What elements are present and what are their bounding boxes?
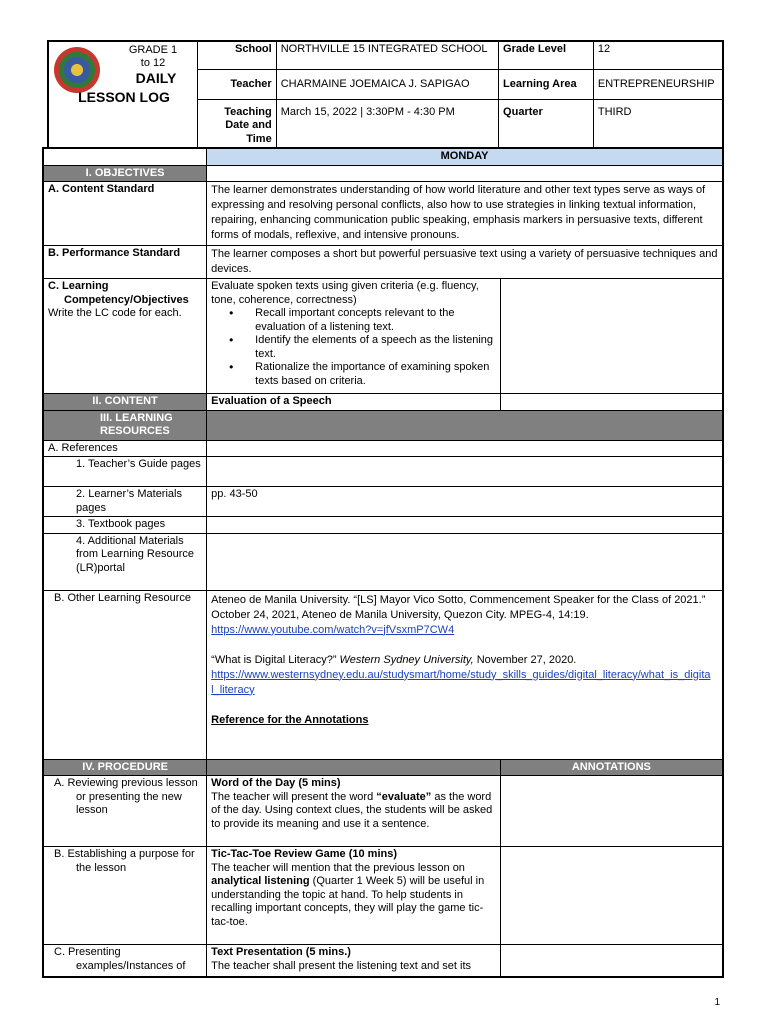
content-standard-label: A. Content Standard [43,182,207,246]
performance-standard-label: B. Performance Standard [43,246,207,279]
content-heading: II. CONTENT [43,394,207,411]
page-number: 1 [714,997,720,1008]
competency-label: C. Learning Competency/Objectives Write the LC code for each. [43,279,207,394]
learning-area-value: ENTREPRENEURSHIP [593,69,723,99]
ref-2-value: pp. 43-50 [207,487,723,517]
school-label: School [197,41,276,69]
youtube-link[interactable]: https://www.youtube.com/watch?v=jfVsxmP7CW4 [211,623,455,636]
teacher-value: CHARMAINE JOEMAICA J. SAPIGAO [276,69,498,99]
ref-4: 4. Additional Materials from Learning Resource (LR)portal [43,533,207,590]
competency-bullet: • Identify the elements of a speech as the listening text. [229,334,496,361]
teacher-label: Teacher [197,69,276,99]
grade-range-1: GRADE 1 [128,44,178,56]
proc-a-content: Word of the Day (5 mins) The teacher will present the word “evaluate” as the word of the day. Using context clues, the students will be asked to provide its meaning and use it a sentence. [207,776,501,847]
date-label: Teaching Date and Time [197,99,276,148]
annotations-reference: Reference for the Annotations [211,713,369,726]
resources-heading: III. LEARNING RESOURCES [43,410,207,440]
objectives-heading: I. OBJECTIVES [43,165,207,182]
content-value: Evaluation of a Speech [207,394,501,411]
procedure-heading: IV. PROCEDURE [43,759,207,776]
daily-title: DAILY [135,70,177,86]
other-resource-label: B. Other Learning Resource [43,590,207,759]
proc-c-content: Text Presentation (5 mins.) The teacher shall present the listening text and set its [207,945,501,977]
lesson-log-title: LESSON LOG [78,89,170,105]
deped-seal-icon [54,47,100,93]
grade-level-value: 12 [593,41,723,69]
proc-a-label: A. Reviewing previous lesson or presenting the new lesson [43,776,207,847]
day-heading: MONDAY [207,148,723,165]
competency-bullet: • Rationalize the importance of examining spoken texts based on criteria. [229,361,496,388]
title-cell [48,41,197,148]
content-standard-text: The learner demonstrates understanding of how world literature and other text types serve as ways of expressing and resolving personal conflicts, also how to use strategies in linking textual information, repairing, enhancing communication public speaking, emphasis markers in persuasive texts, different forms of modals, reflexive, and intensive pronouns. [207,182,723,246]
quarter-label: Quarter [499,99,594,148]
date-value: March 15, 2022 | 3:30PM - 4:30 PM [276,99,498,148]
performance-standard-text: The learner composes a short but powerful persuasive text using a variety of persuasive techniques and devices. [207,246,723,279]
competency-content [207,279,501,394]
westernsydney-link[interactable]: https://www.westernsydney.edu.au/studysmart/home/study_skills_guides/digital_literacy/what_is_digital_literacy [211,668,711,696]
learning-area-label: Learning Area [499,69,594,99]
header-table [47,40,724,149]
proc-b-label: B. Establishing a purpose for the lesson [43,847,207,945]
quarter-value: THIRD [593,99,723,148]
competency-intro: Evaluate spoken texts using given criteria (e.g. fluency, tone, coherence, correctness) [211,280,479,306]
competency-bullet: • Recall important concepts relevant to the evaluation of a listening text. [229,307,496,334]
grade-range-2: to 12 [140,57,166,69]
ref-1: 1. Teacher’s Guide pages [43,457,207,487]
ref-3: 3. Textbook pages [43,517,207,534]
references-label: A. References [43,440,207,457]
lesson-table [42,147,724,978]
school-value: NORTHVILLE 15 INTEGRATED SCHOOL [276,41,498,69]
proc-b-content: Tic-Tac-Toe Review Game (10 mins) The teacher will mention that the previous lesson on analytical listening (Quarter 1 Week 5) will be useful in understanding the topic at hand. To help students in recalling important concepts, they will play the game tic-tac-toe. [207,847,501,945]
grade-level-label: Grade Level [499,41,594,69]
annotations-heading: ANNOTATIONS [500,759,723,776]
proc-c-label: C. Presenting examples/Instances of [43,945,207,977]
ref-2: 2. Learner’s Materials pages [43,487,207,517]
other-resource-content: Ateneo de Manila University. “[LS] Mayor Vico Sotto, Commencement Speaker for the Class of 2021.” October 24, 2021, Ateneo de Manila University, Quezon City. MPEG-4, 14:19. https://www.youtube.com/watch?v=jfVsxmP7CW4 “What is Digital Literacy?” Western Sydney University, November 27, 2020. https://www.westernsydney.edu.au/studysmart/home/study_skills_guides/digital_literacy/what_is_digital_literacy Reference for the Annotations [207,590,723,759]
